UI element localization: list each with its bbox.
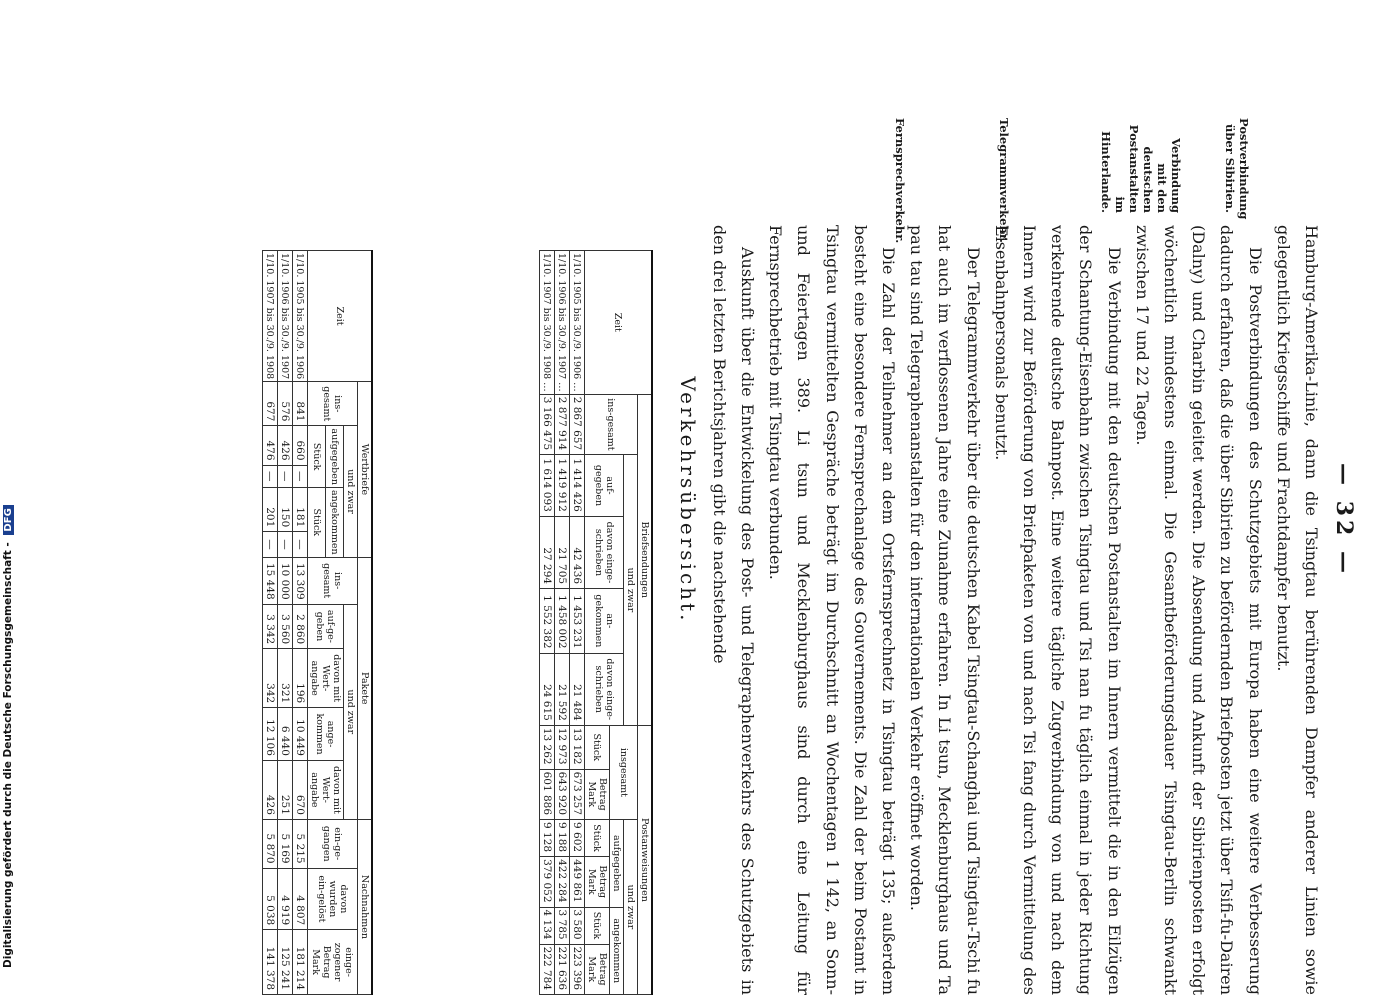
- paragraph-1: Hamburg-Amerika-Linie, dann die Tsingtau berührenden Dampfer anderer Linien sowie gelegentlich Kriegsschiffe und Frachtdampfer benutzt.: [1273, 225, 1321, 995]
- t1-header-pa-insgesamt: insgesamt: [610, 725, 638, 819]
- t1-header-an-eingeschrieben: davon einge-schrieben: [585, 653, 624, 725]
- t1-header-pa-angekommen: angekommen: [610, 907, 624, 995]
- t2-header-pk-auf-wert: davon mit Wert-angabe: [308, 649, 344, 708]
- t2-header-zeit: Zeit: [308, 251, 373, 382]
- margin-note-postverbindung: Postverbindung über Sibirien.: [1223, 118, 1251, 220]
- t1-header-auf-betrag: Betrag Mark: [585, 857, 610, 907]
- t1-header-betrag: Betrag Mark: [585, 769, 610, 819]
- t2-header-pakete: Pakete: [358, 557, 373, 819]
- paragraph-6: Auskunft über die Entwickelung des Post- und Telegraphenverkehrs des Schutzgebiets in den drei letzten Berichtsjahren gibt die nachstehende: [709, 225, 757, 995]
- dfg-logo: DFG: [3, 505, 14, 534]
- t1-header-briefsendungen: Briefsendungen: [638, 394, 653, 725]
- paragraph-2: Die Postverbindungen des Schutzgebiets mit Europa haben eine weitere Verbesserung dadurch erfahren, daß die über Sibirien zu befördernden Briefposten jetzt über Tsifi-fu-Dairen (Dalny) und Charbin geleitet werden. Die Absendung und Ankunft der Sibirienposten erfolgt wöchentlich mindestens einmal. Die Gesamtbeförderungsdauer Tsingtau-Berlin schwankt zwischen 17 und 22 Tagen.: [1132, 225, 1265, 995]
- table-row: 1/10. 1905 bis 30./9. 1906 … 2 867 657 1 414 426 42 436 1 453 231 21 484 13 182 673 257 9 602 449 861 3 580 223 396: [570, 251, 585, 995]
- paragraph-5: Die Zahl der Teilnehmer an dem Ortsfernsprechnetz in Tsingtau beträgt 135; außerdem besteht eine besondere Fernsprechanlage des Gouvernements. Die Zahl der beim Postamt in Tsingtau vermittelten Gespräche beträgt im Durchschnitt an Wochentagen 1 142, an Sonn- und Feiertagen 389. Li tsun und Mecklenburghaus sind durch eine Leitung für Fernsprechbetrieb mit Tsingtau verbunden.: [766, 225, 898, 995]
- paragraph-3: Die Verbindung mit den deutschen Postanstalten im Innern vermittelt die in den Eilzügen der Schantung-Eisenbahn zwischen Tsingtau und Tsi nan fu täglich einmal in jeder Richtung verkehrende deutsche Bahnpost. Eine weitere tägliche Zugverbindung von und nach dem Innern wird zur Beförderung von Briefpaketen von und nach Tsi fang durch Vermittelung des Eisenbahnpersonals benutzt.: [991, 225, 1124, 995]
- t1-header-auf-eingeschrieben: davon einge-schrieben: [585, 516, 624, 588]
- t2-header-pk-aufgegeben: auf-ge-geben: [308, 604, 344, 649]
- t1-header-stueck: Stück: [585, 725, 610, 769]
- margin-note-fernsprech: Fernsprechverkehr.: [893, 118, 907, 244]
- t1-header-zeit: Zeit: [585, 251, 653, 395]
- t2-header-nachnahmen: Nachnahmen: [358, 819, 373, 994]
- t2-header-wb-aufgegeben: aufgegeben: [326, 426, 344, 488]
- t2-header-pk-insgesamt: ins-gesamt: [308, 557, 358, 604]
- t1-header-insgesamt: ins-gesamt: [585, 394, 638, 454]
- t2-header-eingegangen: ein-ge-gangen: [308, 819, 358, 868]
- t1-header-postanweisungen: Postanweisungen: [638, 725, 653, 994]
- t2-header-wb-angekommen: angekommen: [326, 487, 344, 557]
- t1-header-und-zwar: und zwar: [624, 455, 638, 726]
- page-number: — 32 —: [1331, 463, 1357, 577]
- margin-note-telegramm: Telegrammverkehr.: [997, 118, 1011, 243]
- table-row: 1/10. 1906 bis 30./9. 1907 … 2 877 914 1 419 912 21 705 1 458 002 21 592 12 973 643 920 9 188 422 284 3 785 221 636: [555, 251, 570, 995]
- t1-header-an-betrag: Betrag Mark: [585, 944, 610, 994]
- t2-header-pk-angekommen: ange-kommen: [308, 708, 344, 761]
- t1-header-aufgegeben: auf-gegeben: [585, 455, 624, 517]
- table-row: 1/10. 1907 bis 30./9. 1908 677 476 — 201 — 15 448 3 342 342 12 106 426 5 870 5 038 141 378: [263, 251, 278, 995]
- t1-header-pa-und-zwar: und zwar: [624, 820, 638, 995]
- t2-header-wertbriefe: Wertbriefe: [358, 382, 373, 558]
- table-wertbriefe-pakete-nachnahmen: [262, 250, 373, 995]
- t2-header-wb-an-stueck: Stück: [308, 487, 326, 557]
- t2-header-pk-an-wert: davon mit Wert-angabe: [308, 760, 344, 819]
- t1-header-angekommen: an-gekommen: [585, 589, 624, 653]
- table-row: 1/10. 1907 bis 30./9. 1908 … 3 166 475 1 614 093 27 294 1 552 382 24 615 13 262 601 886 9 128 379 052 4 134 222 784: [540, 251, 555, 995]
- table-briefsendungen-postanweisungen: [539, 250, 653, 995]
- t1-header-pa-aufgegeben: aufgegeben: [610, 820, 624, 907]
- t2-header-wb-insgesamt: ins-gesamt: [308, 382, 358, 426]
- t2-header-pk-und-zwar: und zwar: [344, 604, 358, 819]
- t2-header-betrag: einge-zogener Betrag Mark: [308, 930, 358, 995]
- credit-text: Digitalisierung gefördert durch die Deutsche Forschungsgemeinschaft -: [2, 542, 14, 968]
- table-row: 1/10. 1905 bis 30./9. 1906 841 660 — 181 — 13 309 2 860 196 10 449 670 5 215 4 807 181 214: [293, 251, 308, 995]
- t2-header-eingeloest: davon wurden ein-gelöst: [308, 868, 358, 930]
- t2-header-wb-und-zwar: und zwar: [344, 426, 358, 557]
- margin-note-verbindung: Verbindung mit den deutschen Postanstalten im Hinterlande.: [1099, 124, 1183, 213]
- table-row: 1/10. 1906 bis 30./9. 1907 576 426 — 150 — 10 000 3 560 321 6 440 251 5 169 4 919 125 241: [278, 251, 293, 995]
- paragraph-4: Der Telegrammverkehr über die deutschen Kabel Tsingtau-Schanghai und Tsingtau-Tschi fu hat auch im verflossenen Jahre eine Zunahme erfahren. In Li tsun, Mecklenburghaus und Ta pau tau sind Telegraphenanstalten für den internationalen Verkehr eröffnet worden.: [907, 225, 983, 995]
- t1-header-auf-stueck: Stück: [585, 820, 610, 857]
- t1-header-an-stueck: Stück: [585, 907, 610, 944]
- credit-sidebar: [0, 0, 22, 1000]
- t2-header-wb-auf-stueck: Stück: [308, 426, 326, 488]
- section-title: Verkehrsübersicht.: [676, 376, 700, 624]
- body-text: [705, 225, 1325, 995]
